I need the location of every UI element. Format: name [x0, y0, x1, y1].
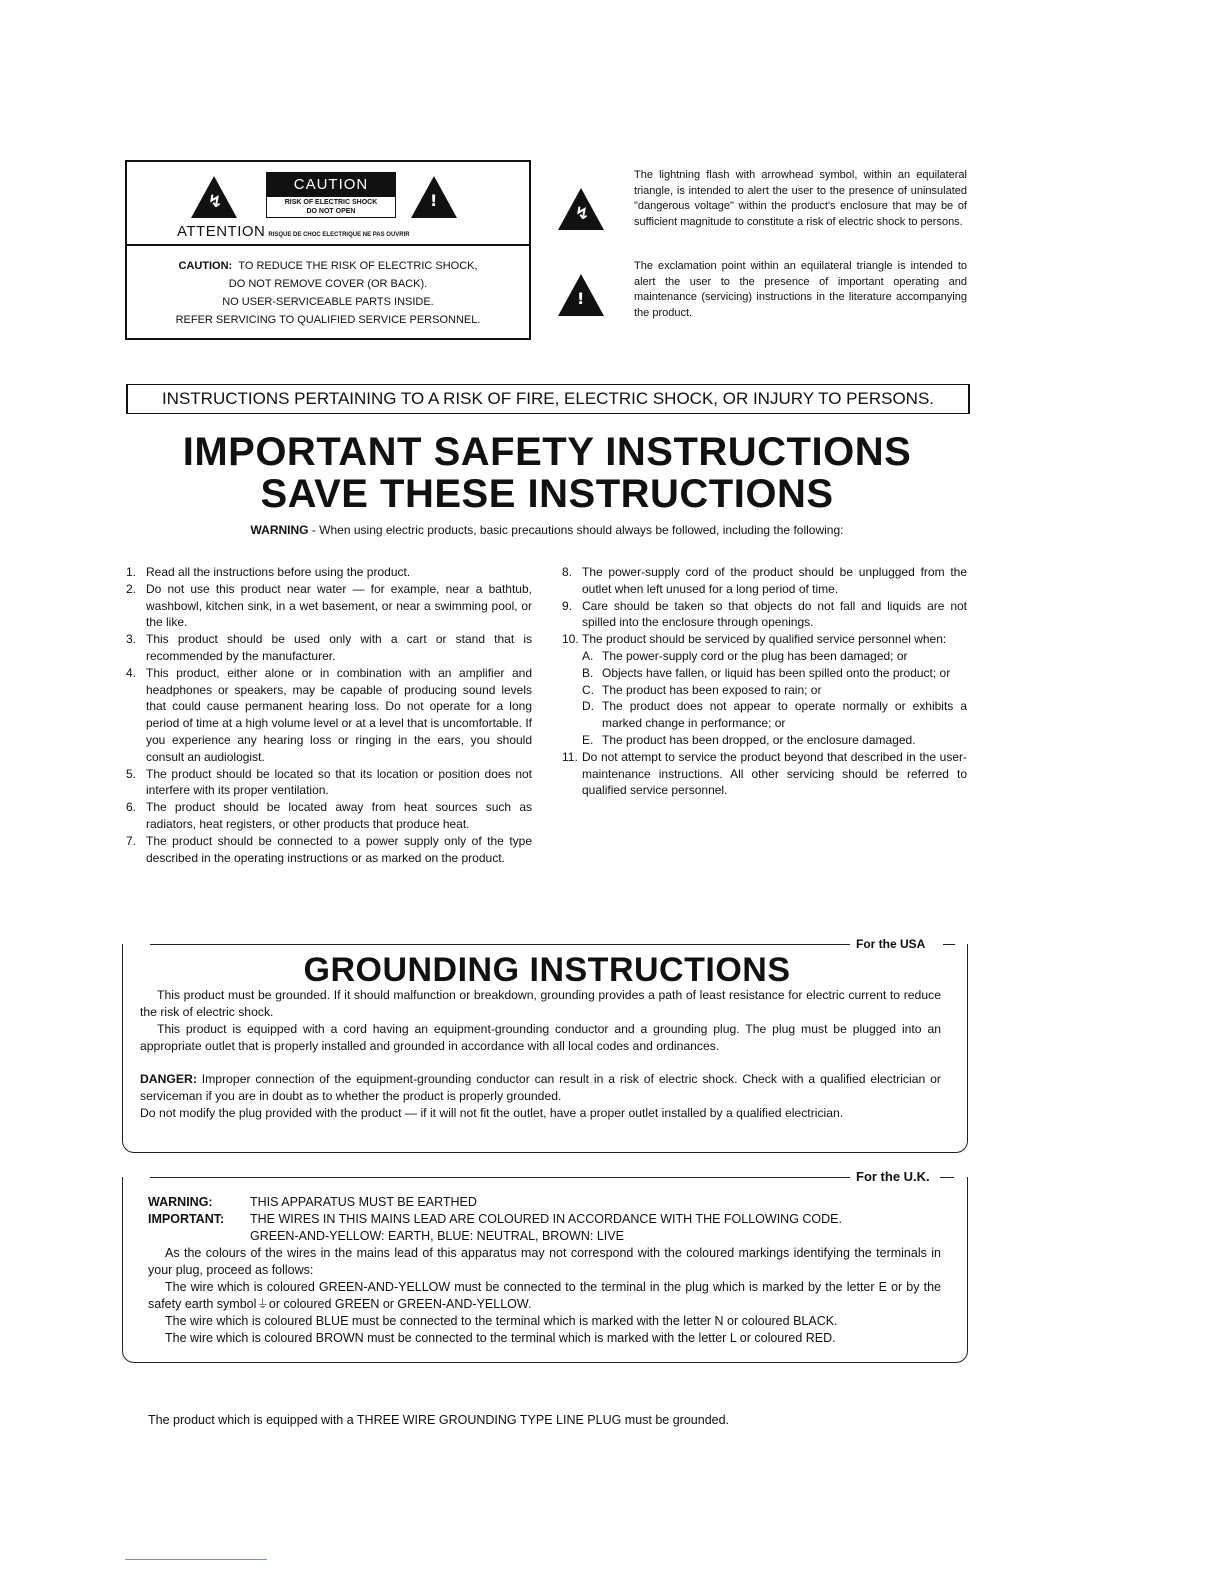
list-item: 6. The product should be located away from heat sources such as radiators, heat registers, or other products that produce heat. [126, 800, 532, 831]
lightning-symbol-explanation: The lightning flash with arrowhead symbol, within an equilateral triangle, is intended to alert the user to the presence of uninsulated "dangerous voltage" within the product's enclosure that may be of sufficient magnitude to constitute a risk of electric shock to persons. [634, 169, 967, 228]
warning-label: WARNING [250, 523, 309, 537]
sub-list-item: A. The power-supply cord or the plug has been damaged; or [582, 648, 908, 663]
danger-label: DANGER: [140, 1072, 197, 1086]
usa-tag: For the USA [856, 937, 926, 951]
uk-text: WARNING: THIS APPARATUS MUST BE EARTHED IMPORTANT: THE WIRES IN THIS MAINS LEAD ARE COLOURED IN ACCORDANCE WITH THE FOLLOWING CODE. GREEN-AND-YELLOW: EARTH, BLUE: NEUTRAL, BROWN: LIVE As the colours of the wires in the mains lead of this apparatus may not correspond with the coloured markings identifying the terminals in your plug, proceed as follows: The wire which is coloured GREEN-AND-YELLOW must be connected to the terminal in the plug which is marked by the letter E or by the safety earth symbol⏚or coloured GREEN or GREEN-AND-YELLOW. The wire which is coloured BLUE must be connected to the terminal which is marked with the letter N or coloured BLACK. The wire which is coloured BROWN must be connected to the terminal which is marked with the letter L or coloured RED. [148, 1195, 941, 1345]
safety-list-right [562, 564, 967, 799]
risk-banner: INSTRUCTIONS PERTAINING TO A RISK OF FIRE, ELECTRIC SHOCK, OR INJURY TO PERSONS. [126, 384, 970, 414]
grounding-title: GROUNDING INSTRUCTIONS [303, 951, 791, 989]
caution-statement-label: CAUTION: [178, 260, 233, 272]
earth-symbol-icon: ⏚ [256, 1297, 269, 1311]
uk-warning-label: WARNING: [148, 1195, 213, 1209]
warning-line: WARNING - When using electric products, basic precautions should always be followed, including the following: [250, 523, 844, 537]
bottom-rule [125, 1559, 267, 1560]
caution-box [125, 160, 531, 340]
attention-label: ATTENTION [177, 223, 266, 240]
sub-list-item: D. The product does not appear to operate normally or exhibits a marked change in performance; or [582, 699, 967, 731]
sub-list-item: E. The product has been dropped, or the enclosure damaged. [582, 732, 916, 747]
uk-important-label: IMPORTANT: [148, 1212, 225, 1226]
footer-note: The product which is equipped with a THREE WIRE GROUNDING TYPE LINE PLUG must be grounded. [148, 1413, 730, 1427]
service-conditions [562, 648, 967, 749]
sub-list-item: C. The product has been exposed to rain; or [582, 682, 822, 697]
safety-list-left [126, 564, 532, 866]
list-item: 8. The power-supply cord of the product should be unplugged from the outlet when left unused for a long period of time. [562, 565, 967, 596]
caution-label-box [266, 172, 396, 218]
list-item: 2. Do not use this product near water — for example, near a bathtub, washbowl, kitchen sink, in a wet basement, or near a swimming pool, or the like. [126, 581, 532, 630]
sub-list-item: B. Objects have fallen, or liquid has been spilled onto the product; or [582, 665, 951, 680]
caution-statement: CAUTION: TO REDUCE THE RISK OF ELECTRIC SHOCK, DO NOT REMOVE COVER (OR BACK). NO USER-SERVICEABLE PARTS INSIDE. REFER SERVICING TO QUALIFIED SERVICE PERSONNEL. [175, 260, 481, 326]
caution-risk-text: RISK OF ELECTRIC SHOCK DO NOT OPEN [284, 199, 378, 215]
list-item: 4. This product, either alone or in combination with an amplifier and headphones or speakers, may be capable of producing sound levels that could cause permanent hearing loss. Do not operate for a long period of time at a high volume level or at a level that is uncomfortable. If you experience any hearing loss or ringing in the ears, you should consult an audiologist. [126, 665, 532, 764]
caution-header: ↯ CAUTION RISK OF ELECTRIC SHOCK DO NOT OPEN ! ATTENTION RISQUE DE CHOC ELECTRIQUE NE PAS OUVRIR [127, 162, 529, 246]
list-item: 7. The product should be connected to a power supply only of the type described in the operating instructions or as marked on the product. [126, 833, 532, 865]
page-title: IMPORTANT SAFETY INSTRUCTIONS [182, 430, 912, 474]
list-item: 3. This product should be used only with a cart or stand that is recommended by the manufacturer. [126, 632, 532, 663]
page-subtitle: SAVE THESE INSTRUCTIONS [260, 472, 834, 516]
list-item: 1. Read all the instructions before using the product. [126, 565, 411, 579]
grounding-text: This product must be grounded. If it should malfunction or breakdown, grounding provides a path of least resistance for electric current to reduce the risk of electric shock. This product is equipped with a cord having an equipment-grounding conductor and a grounding plug. The plug must be plugged into an appropriate outlet that is properly installed and grounded in accordance with all local codes and ordinances. DANGER: Improper connection of the equipment-grounding conductor can result in a risk of electric shock. Check with a qualified electrician or serviceman if you are in doubt as to whether the product is properly grounded. Do not modify the plug provided with the product — if it will not fit the outlet, have a proper outlet installed by a qualified electrician. [140, 988, 941, 1120]
list-item: 5. The product should be located so that its location or position does not interfere with its proper ventilation. [126, 766, 532, 798]
list-item: 9. Care should be taken so that objects do not fall and liquids are not spilled into the enclosure through openings. [562, 598, 967, 630]
attention-french-text: RISQUE DE CHOC ELECTRIQUE NE PAS OUVRIR [268, 232, 410, 238]
list-item: 10. The product should be serviced by qualified service personnel when: [562, 632, 947, 647]
caution-label: CAUTION [267, 173, 395, 197]
attention-row [177, 223, 410, 241]
uk-tag: For the U.K. [856, 1169, 930, 1184]
exclamation-symbol-explanation: The exclamation point within an equilateral triangle is intended to alert the user to the presence of important operating and maintenance (servicing) instructions in the literature accompanying the product. [634, 260, 967, 319]
list-item: 11. Do not attempt to service the product beyond that described in the user-maintenance instructions. All other servicing should be referred to qualified service personnel. [562, 749, 967, 798]
